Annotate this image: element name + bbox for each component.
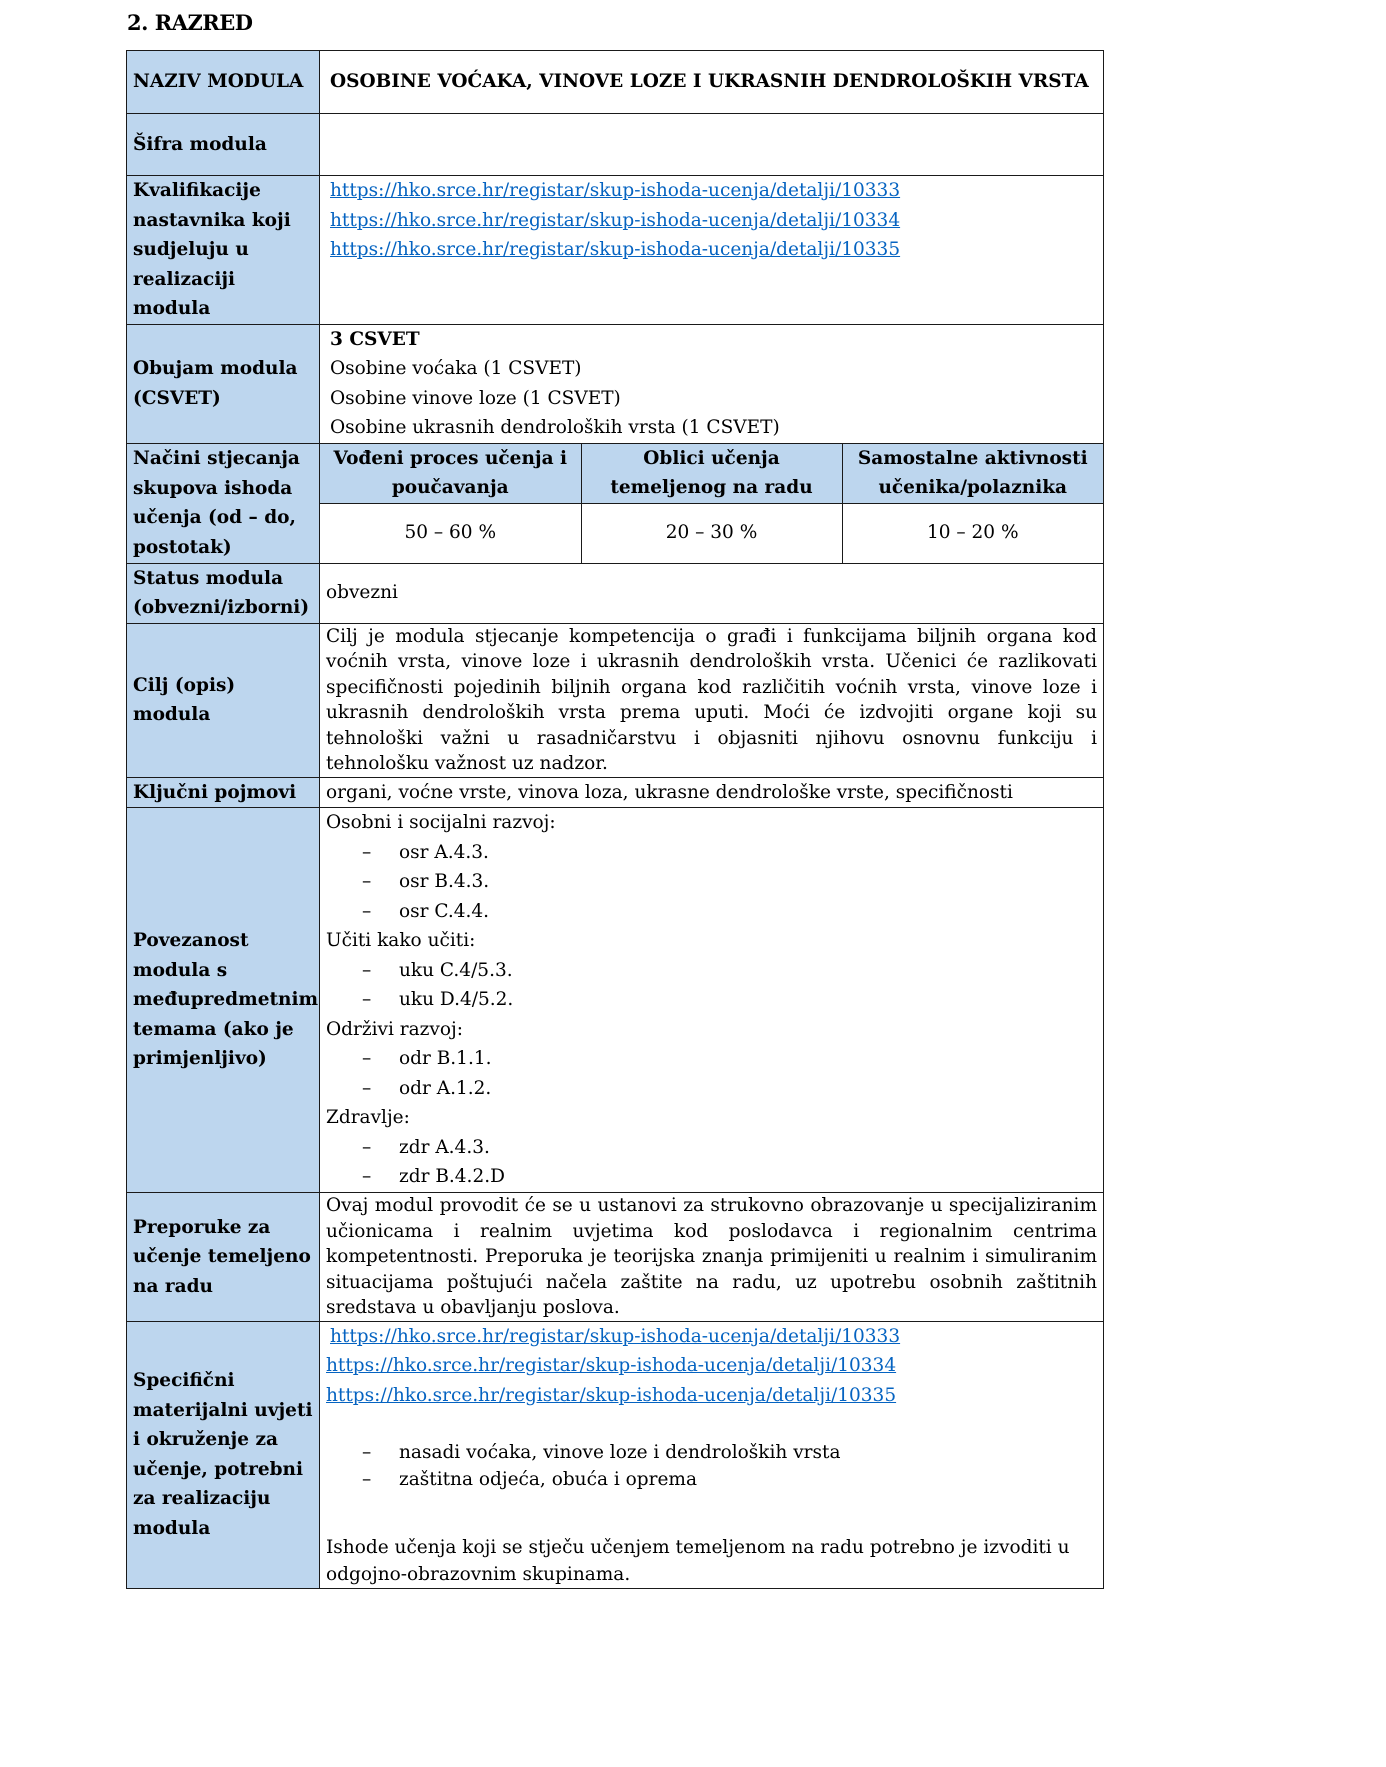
qualification-links xyxy=(320,176,1104,325)
topic-item xyxy=(326,1074,1097,1104)
topic-item xyxy=(326,1133,1097,1163)
conditions-link-10335[interactable]: https://hko.srce.hr/registar/skup-ishoda-ucenja/detalji/10335 xyxy=(326,1384,897,1406)
topic-group-title: Zdravlje: xyxy=(326,1107,410,1129)
qualification-link-10334[interactable]: https://hko.srce.hr/registar/skup-ishoda-ucenja/detalji/10334 xyxy=(330,209,901,231)
material-conditions xyxy=(320,1321,1104,1589)
row-sifra xyxy=(127,114,1104,176)
method-header: Oblici učenja temeljenog na radu xyxy=(581,444,842,504)
row-naziv xyxy=(127,51,1104,114)
dash-bullet-icon: – xyxy=(362,871,372,893)
row-pojmovi xyxy=(127,777,1104,808)
label-naziv: NAZIV MODULA xyxy=(127,51,320,114)
label-preporuke: Preporuke za učenje temeljeno na radu xyxy=(127,1193,320,1322)
dash-bullet-icon: – xyxy=(362,989,372,1011)
label-obujam: Obujam modula (CSVET) xyxy=(127,324,320,443)
row-preporuke xyxy=(127,1193,1104,1322)
label-pojmovi: Ključni pojmovi xyxy=(127,777,320,808)
condition-text: nasadi voćaka, vinove loze i dendroloških vrsta xyxy=(399,1442,841,1463)
module-volume xyxy=(320,324,1104,443)
topic-item xyxy=(326,1044,1097,1074)
cross-curricular-topics xyxy=(320,808,1104,1193)
row-uvjeti xyxy=(127,1321,1104,1589)
topic-code: uku C.4/5.3. xyxy=(399,959,513,981)
topic-code: osr A.4.3. xyxy=(399,841,489,863)
conditions-note: Ishode učenja koji se stječu učenjem temeljenom na radu potrebno je izvoditi u odgojno-obrazovnim skupinama. xyxy=(326,1537,1070,1585)
topic-code: zdr A.4.3. xyxy=(399,1136,490,1158)
topic-item xyxy=(326,1162,1097,1192)
dash-bullet-icon: – xyxy=(362,959,372,981)
section-heading: 2. RAZRED xyxy=(127,10,253,35)
methods-header-row xyxy=(320,444,1103,504)
topic-group-title: Održivi razvoj: xyxy=(326,1018,463,1040)
topic-code: osr C.4.4. xyxy=(399,900,490,922)
work-based-recommendations: Ovaj modul provodit će se u ustanovi za strukovno obrazovanje u specijaliziranim učionicama i realnim uvjetima kod poslodavca i regionalnim centrima kompetentnosti. Preporuka je teorijska znanja primijeniti u realnim i simuliranim situacijama poštujući načela zaštite na radu, uz upotrebu osobnih zaštitnih sredstava u obavljanju poslova. xyxy=(320,1193,1104,1322)
topic-item xyxy=(326,838,1097,868)
row-status xyxy=(127,563,1104,623)
dash-bullet-icon: – xyxy=(362,1166,372,1188)
label-status: Status modula (obvezni/izborni) xyxy=(127,563,320,623)
dash-bullet-icon: – xyxy=(362,1442,372,1463)
key-terms: organi, voćne vrste, vinova loza, ukrasne dendrološke vrste, specifičnosti xyxy=(320,777,1104,808)
label-sifra: Šifra modula xyxy=(127,114,320,176)
label-nacini: Načini stjecanja skupova ishoda učenja (od – do, postotak) xyxy=(127,443,320,563)
row-cilj xyxy=(127,623,1104,777)
row-obujam xyxy=(127,324,1104,443)
dash-bullet-icon: – xyxy=(362,841,372,863)
volume-item: Osobine ukrasnih dendroloških vrsta (1 CSVET) xyxy=(330,417,780,438)
topic-code: odr A.1.2. xyxy=(399,1077,492,1099)
topic-item xyxy=(326,897,1097,927)
topic-item xyxy=(326,985,1097,1015)
dash-bullet-icon: – xyxy=(362,1136,372,1158)
module-status: obvezni xyxy=(320,563,1104,623)
topic-code: uku D.4/5.2. xyxy=(399,989,514,1011)
topic-item xyxy=(326,956,1097,986)
method-header: Vođeni proces učenja i poučavanja xyxy=(320,444,581,504)
conditions-link-10334[interactable]: https://hko.srce.hr/registar/skup-ishoda-ucenja/detalji/10334 xyxy=(326,1355,897,1376)
topic-group-title: Učiti kako učiti: xyxy=(326,930,476,952)
volume-item: Osobine vinove loze (1 CSVET) xyxy=(330,387,621,409)
topic-code: odr B.1.1. xyxy=(399,1048,492,1070)
module-goal: Cilj je modula stjecanje kompetencija o građi i funkcijama biljnih organa kod voćnih vrsta, vinove loze i ukrasnih dendroloških vrsta. Učenici će razlikovati specifičnosti pojedinih biljnih organa kod različitih voćnih vrsta, vinove loze i ukrasnih dendroloških vrsta prema uputi. Moći će izdvojiti organe koji su tehnološki važni u rasadničarstvu i objasniti njihovu osnovnu funkciju i tehnološku važnost uz nadzor. xyxy=(320,623,1104,777)
row-povezanost xyxy=(127,808,1104,1193)
learning-methods-table xyxy=(320,444,1103,563)
condition-item xyxy=(326,1466,1097,1493)
label-povezanost: Povezanost modula s međupredmetnim temama (ako je primjenljivo) xyxy=(127,808,320,1193)
condition-item xyxy=(326,1439,1097,1466)
label-cilj: Cilj (opis) modula xyxy=(127,623,320,777)
topic-code: osr B.4.3. xyxy=(399,871,490,893)
dash-bullet-icon: – xyxy=(362,1077,372,1099)
dash-bullet-icon: – xyxy=(362,900,372,922)
learning-methods xyxy=(320,443,1104,563)
row-nacini xyxy=(127,443,1104,563)
module-code xyxy=(320,114,1104,176)
module-name: OSOBINE VOĆAKA, VINOVE LOZE I UKRASNIH DENDROLOŠKIH VRSTA xyxy=(320,51,1104,114)
method-value: 10 – 20 % xyxy=(842,503,1103,563)
method-value: 50 – 60 % xyxy=(320,503,581,563)
module-table xyxy=(126,50,1104,1589)
label-kvalifikacije: Kvalifikacije nastavnika koji sudjeluju u realizaciji modula xyxy=(127,176,320,325)
dash-bullet-icon: – xyxy=(362,1469,372,1490)
label-uvjeti: Specifični materijalni uvjeti i okruženje za učenje, potrebni za realizaciju modula xyxy=(127,1321,320,1589)
topic-group-title: Osobni i socijalni razvoj: xyxy=(326,812,556,834)
method-header: Samostalne aktivnosti učenika/polaznika xyxy=(842,444,1103,504)
dash-bullet-icon: – xyxy=(362,1048,372,1070)
volume-total: 3 CSVET xyxy=(330,328,420,350)
method-value: 20 – 30 % xyxy=(581,503,842,563)
qualification-link-10335[interactable]: https://hko.srce.hr/registar/skup-ishoda-ucenja/detalji/10335 xyxy=(330,239,901,260)
topic-code: zdr B.4.2.D xyxy=(399,1166,505,1188)
conditions-link-10333[interactable]: https://hko.srce.hr/registar/skup-ishoda-ucenja/detalji/10333 xyxy=(330,1325,901,1347)
methods-values-row xyxy=(320,503,1103,563)
volume-item: Osobine voćaka (1 CSVET) xyxy=(330,358,582,379)
topic-item xyxy=(326,867,1097,897)
row-kvalifikacije xyxy=(127,176,1104,325)
condition-text: zaštitna odjeća, obuća i oprema xyxy=(399,1469,698,1490)
qualification-link-10333[interactable]: https://hko.srce.hr/registar/skup-ishoda-ucenja/detalji/10333 xyxy=(330,180,901,201)
